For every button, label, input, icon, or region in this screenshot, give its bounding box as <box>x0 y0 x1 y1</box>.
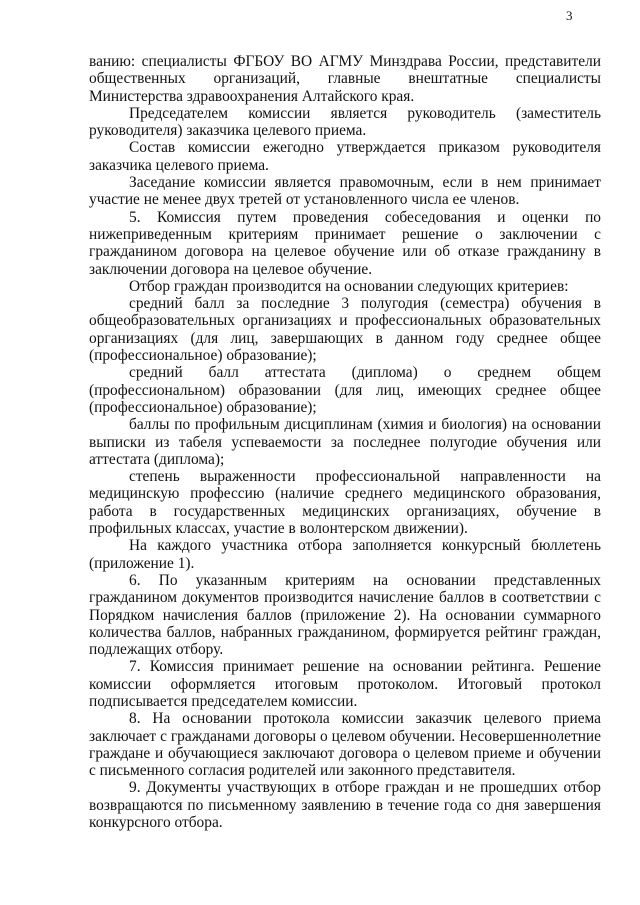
paragraph-ballot: На каждого участника отбора заполняется конкурсный бюллетень (приложение 1). <box>89 537 601 572</box>
paragraph-item-7: 7. Комиссия принимает решение на основании рейтинга. Решение комиссии оформляется итоговым протоколом. Итоговый протокол подписывается председателем комиссии. <box>89 658 601 710</box>
paragraph-criteria-intro: Отбор граждан производится на основании следующих критериев: <box>129 277 569 295</box>
criterion-semester-average: средний балл за последние 3 полугодия (семестра) обучения в общеобразовательных организациях и профессиональных образовательных организациях (для лиц, завершающих в данном году среднее общее (профессиональное) образование); <box>89 295 601 365</box>
paragraph-item-6: 6. По указанным критериям на основании представленных гражданином документов производится начисление баллов в соответствии с Порядком начисления баллов (приложение 2). На основании суммарного количества баллов, набранных гражданином, формируется рейтинг граждан, подлежащих отбору. <box>89 571 601 659</box>
document-body <box>89 53 601 831</box>
paragraph-quorum: Заседание комиссии является правомочным, если в нем принимает участие не менее двух третей от установленного числа ее членов. <box>89 174 601 209</box>
paragraph-composition: Состав комиссии ежегодно утверждается приказом руководителя заказчика целевого приема. <box>89 139 601 174</box>
criterion-profile-subjects: баллы по профильным дисциплинам (химия и биология) на основании выписки из табеля успеваемости за последнее полугодие обучения или аттестата (диплома); <box>89 416 601 468</box>
page-number: 3 <box>566 8 573 23</box>
paragraph-item-5: 5. Комиссия путем проведения собеседования и оценки по нижеприведенным критериям принимает решение о заключении с гражданином договора на целевое обучение или об отказе гражданину в заключении договора на целевое обучение. <box>89 208 601 278</box>
criterion-certificate-average: средний балл аттестата (диплома) о среднем общем (профессиональном) образовании (для лиц, имеющих среднее общее (профессиональное) образование); <box>89 364 601 416</box>
paragraph-chairman: Председателем комиссии является руководитель (заместитель руководителя) заказчика целевого приема. <box>89 104 601 140</box>
paragraph-commission-members: ванию: специалисты ФГБОУ ВО АГМУ Минздрава России, представители общественных организаций, главные внештатные специалисты Министерства здравоохранения Алтайского края. <box>89 53 601 105</box>
paragraph-item-9: 9. Документы участвующих в отборе граждан и не прошедших отбор возвращаются по письменному заявлению в течение года со дня завершения конкурсного отбора. <box>89 779 601 832</box>
criterion-professional-orientation: степень выраженности профессиональной направленности на медицинскую профессию (наличие среднего медицинского образования, работа в государственных медицинских организациях, обучение в профильных классах, участие в волонтерском движении). <box>89 468 601 538</box>
paragraph-item-8: 8. На основании протокола комиссии заказчик целевого приема заключает с гражданами договоры о целевом обучении. Несовершеннолетние граждане и обучающиеся заключают договора о целевом приеме и обучении с письменного согласия родителей или законного представителя. <box>89 710 601 780</box>
